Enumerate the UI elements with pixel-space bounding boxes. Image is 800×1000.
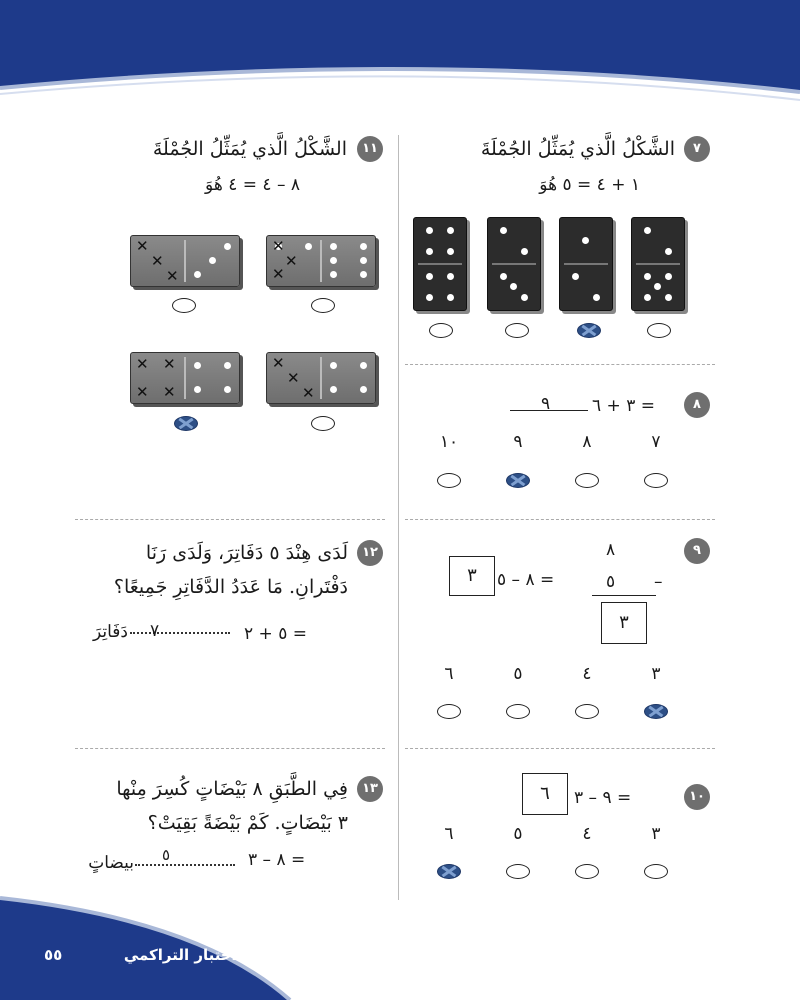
- q13-answer: ٥: [162, 846, 171, 864]
- q10-equation: ٩ – ٣ =: [574, 788, 632, 808]
- q7-answer-bubble-4[interactable]: [647, 323, 671, 338]
- domino-choice-2-3: [487, 217, 541, 311]
- q8-option-label-2: ٨: [582, 432, 592, 452]
- q8-option-label-3: ٩: [513, 432, 523, 452]
- page-number: ٥٥: [44, 946, 63, 964]
- header-band: [0, 0, 800, 112]
- q8-option-label-4: ١٠: [439, 432, 459, 452]
- domino-choice-bottom-right: ✕ ✕ ✕: [266, 352, 376, 404]
- q7-equation: ١ + ٤ = ٥ هُوَ: [539, 175, 640, 195]
- q10-answer-bubble-3[interactable]: [506, 864, 530, 879]
- q10-answer-bubble-4[interactable]: [437, 864, 461, 879]
- q8-answer: ٩: [541, 394, 551, 414]
- q10-answer-bubble-1[interactable]: [644, 864, 668, 879]
- q12-line-2: دَفْتَرانِ. مَا عَدَدُ الدَّفَاتِرِ جَمِيعًا؟: [113, 576, 348, 598]
- q9-option-label-1: ٣: [651, 664, 661, 684]
- q11-equation: ٨ – ٤ = ٤ هُوَ: [205, 175, 300, 195]
- q10-option-label-1: ٣: [651, 824, 661, 844]
- q9-side-equation: ٨ – ٥ =: [497, 570, 555, 590]
- q8-answer-bubble-3[interactable]: [506, 473, 530, 488]
- domino-choice-bottom-left: ✕ ✕ ✕ ✕: [130, 352, 240, 404]
- question-number-8: ٨: [684, 392, 710, 418]
- q12-unit: دَفَاتِرَ: [93, 622, 128, 642]
- divider-right-3: [405, 748, 715, 749]
- q7-prompt: الشَّكْلُ الَّذي يُمَثِّلُ الجُمْلَةَ: [480, 138, 675, 160]
- q8-option-label-1: ٧: [651, 432, 661, 452]
- q11-answer-bubble-top-left[interactable]: [172, 298, 196, 313]
- column-divider: [398, 135, 399, 900]
- question-number-11: ١١: [357, 136, 383, 162]
- footer-title: الاختبار التراكمي: [123, 946, 248, 964]
- q9-answer-bubble-3[interactable]: [506, 704, 530, 719]
- q11-answer-bubble-bottom-right[interactable]: [311, 416, 335, 431]
- q10-option-label-3: ٥: [513, 824, 523, 844]
- divider-right-1: [405, 364, 715, 365]
- q8-answer-bubble-1[interactable]: [644, 473, 668, 488]
- q9-answer-bubble-2[interactable]: [575, 704, 599, 719]
- q8-equation: ٣ + ٦ =: [592, 396, 655, 416]
- q9-top-number: ٨: [606, 540, 616, 560]
- q11-prompt: الشَّكْلُ الَّذي يُمَثِّلُ الجُمْلَةَ: [152, 138, 347, 160]
- domino-choice-1-2: [559, 217, 613, 311]
- domino-choice-top-right: ✕ ✕ ✕: [266, 235, 376, 287]
- q11-answer-bubble-top-right[interactable]: [311, 298, 335, 313]
- q9-option-label-3: ٥: [513, 664, 523, 684]
- q13-line-2: ٣ بَيْضَاتٍ. كَمْ بَيْضَةً بَقِيَتْ؟: [147, 812, 348, 834]
- q12-line-1: لَدَى هِنْدَ ٥ دَفَاتِرَ، وَلَدَى رَنَا: [145, 542, 348, 564]
- q10-answer-bubble-2[interactable]: [575, 864, 599, 879]
- question-number-12: ١٢: [357, 540, 383, 566]
- q7-answer-bubble-1[interactable]: [429, 323, 453, 338]
- q10-option-label-2: ٤: [582, 824, 592, 844]
- q12-answer-dots: [130, 632, 230, 634]
- divider-left-2: [75, 748, 385, 749]
- q9-result-box: ٣: [601, 602, 647, 644]
- q9-side-answer-box: ٣: [449, 556, 495, 596]
- question-number-10: ١٠: [684, 784, 710, 810]
- q13-unit: بيضاتٍ: [88, 853, 134, 873]
- question-number-9: ٩: [684, 538, 710, 564]
- footer-band: [0, 880, 800, 1000]
- q13-line-1: فِي الطَّبَقِ ٨ بَيْضَاتٍ كُسِرَ مِنْها: [116, 778, 348, 800]
- q7-answer-bubble-3[interactable]: [577, 323, 601, 338]
- q7-answer-bubble-2[interactable]: [505, 323, 529, 338]
- question-number-13: ١٣: [357, 776, 383, 802]
- q13-equation: ٨ – ٣ =: [248, 850, 306, 870]
- q8-answer-bubble-4[interactable]: [437, 473, 461, 488]
- q9-minus-sign: –: [654, 572, 663, 592]
- q9-answer-bubble-1[interactable]: [644, 704, 668, 719]
- q9-sum-line: [592, 595, 656, 596]
- q12-answer: ٧: [150, 621, 160, 641]
- domino-choice-top-left: ✕ ✕ ✕: [130, 235, 240, 287]
- q12-equation: ٥ + ٢ =: [244, 624, 307, 644]
- q10-answer-box: ٦: [522, 773, 568, 815]
- q11-answer-bubble-bottom-left[interactable]: [174, 416, 198, 431]
- question-number-7: ٧: [684, 136, 710, 162]
- q9-option-label-2: ٤: [582, 664, 592, 684]
- divider-left-1: [75, 519, 385, 520]
- q9-middle-number: ٥: [606, 572, 616, 592]
- q13-answer-dots: [135, 864, 235, 866]
- divider-right-2: [405, 519, 715, 520]
- q10-option-label-4: ٦: [444, 824, 454, 844]
- q9-answer-bubble-4[interactable]: [437, 704, 461, 719]
- domino-choice-4-4: [413, 217, 467, 311]
- domino-choice-2-5: [631, 217, 685, 311]
- q8-answer-bubble-2[interactable]: [575, 473, 599, 488]
- q9-option-label-4: ٦: [444, 664, 454, 684]
